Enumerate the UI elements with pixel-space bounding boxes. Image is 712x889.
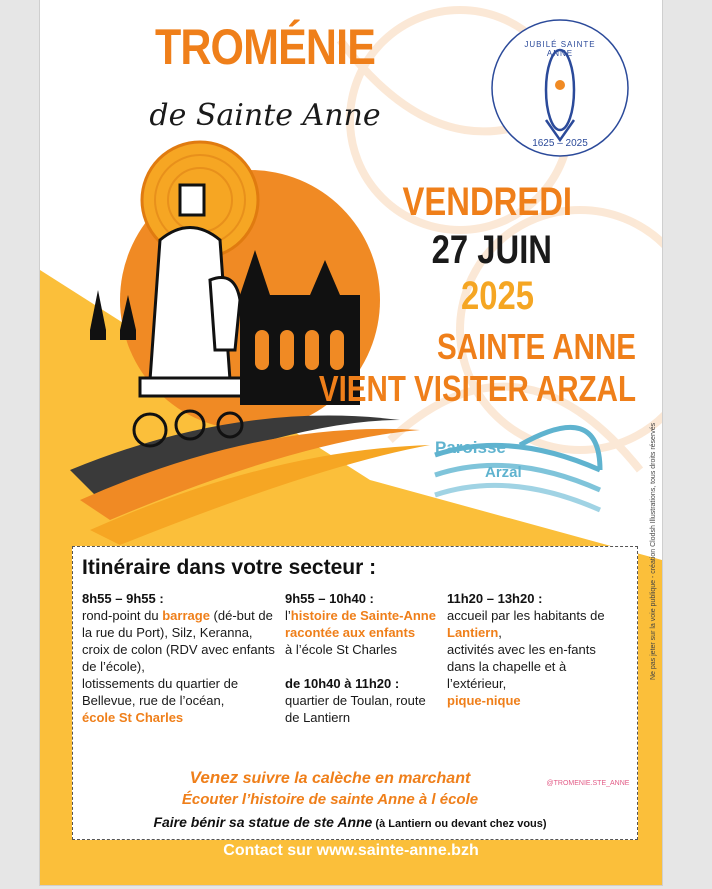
itinerary-column-1 [82,590,278,726]
poster-title: TROMÉNIE [154,19,376,75]
col2-text2: à l’école St Charles [285,642,397,657]
col2-text3: quartier de Toulan, route de Lantiern [285,693,426,725]
col2-time1: 9h55 – 10h40 : [285,591,374,606]
col3-text3: activités avec les en-fants dans la chapelle et à l’extérieur, [447,642,596,691]
bless-line-note: (à Lantiern ou devant chez vous) [372,818,547,830]
col1-text2: (dé-but de la rue du Port), Silz, Keranna, [82,608,273,640]
footer-contact[interactable]: Contact sur www.sainte-anne.bzh [223,842,479,859]
col3-highlight1: Lantiern [447,625,499,640]
walk-line-venez: Venez [189,768,239,787]
col3-highlight2: pique-nique [447,693,521,708]
poster [40,0,662,885]
side-note: Ne pas jeter sur la voie publique - création Clodsh Illustrations, tous droits réservés [650,422,657,680]
paroisse-word1: Paroisse [435,438,506,457]
walk-line [100,768,560,788]
date-day: VENDREDI [402,180,572,224]
poster-subtitle: de Sainte Anne [149,98,381,133]
col1-highlight1: barrage [162,608,210,623]
col1-text1: rond-point du [82,608,163,623]
jubile-years: 1625 – 2025 [532,138,588,149]
bless-line-main: Faire bénir sa statue de ste Anne [153,814,373,830]
col1-text3: croix de colon (RDV avec enfants de l’école), [82,642,275,674]
col1-highlight2: école St Charles [82,710,184,725]
itinerary-column-3 [447,590,627,709]
instagram-handle: @TROMENIE.STE_ANNE [546,780,630,787]
walk-line-rest: suivre la calèche en marchant [238,770,471,787]
col3-time: 11h20 – 13h20 : [447,591,543,606]
date-year: 2025 [461,274,534,318]
visit-line-2: VIENT VISITER ARZAL [318,368,636,409]
col1-text4: lotissements du quartier de Bellevue, rue de l’océan, [82,676,239,708]
col2-time2: de 10h40 à 11h20 : [285,676,400,691]
visit-line-1: SAINTE ANNE [436,326,636,367]
date-month: 27 JUIN [431,228,552,272]
col2-highlight1: histoire de Sainte-Anne racontée aux enfants [285,608,436,640]
story-line: Écouter l’histoire de sainte Anne à l école [181,791,479,808]
paroisse-word2: Arzal [485,464,522,481]
itinerary-title: Itinéraire dans votre secteur : [82,556,377,579]
col2-text1: l’ [285,608,291,623]
col3-text1: accueil par les habitants de [447,608,605,623]
col3-text2: , [498,625,502,640]
col1-time: 8h55 – 9h55 : [82,591,164,606]
itinerary-column-2 [285,590,443,726]
bless-line [80,814,620,830]
jubile-text: JUBILÉ SAINTE ANNE [524,40,596,58]
